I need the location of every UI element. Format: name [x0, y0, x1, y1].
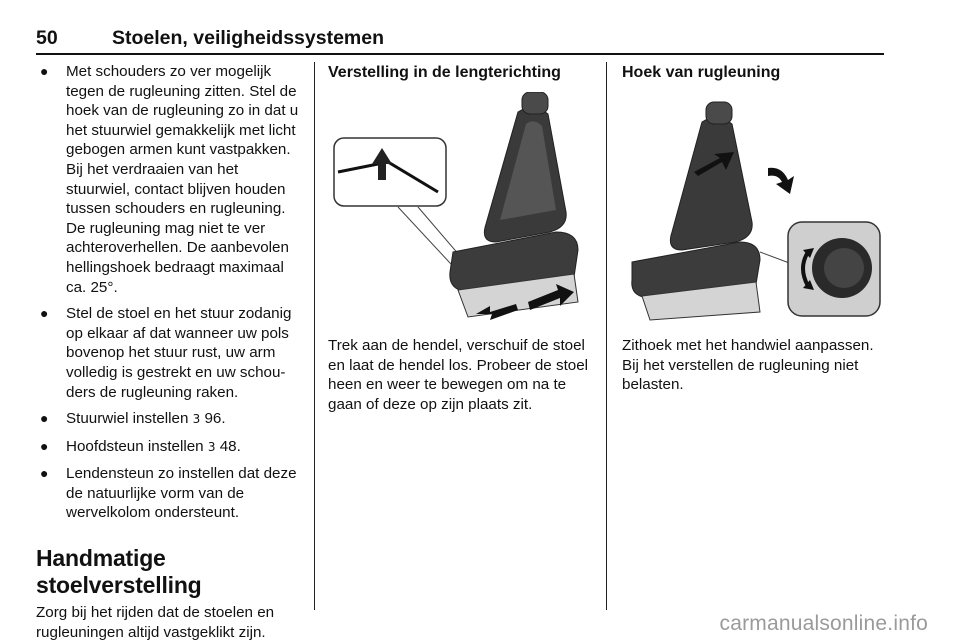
list-item-text: Hoofdsteun instellen — [66, 437, 208, 455]
list-item-text: Stuurwiel instellen — [66, 410, 193, 428]
recline-rotate-icon — [768, 168, 794, 194]
seat-lengthwise-illustration — [328, 92, 598, 322]
list-item-text: Met schouders zo ver mogelijk tegen de rugleuning zitten. Stel de hoek van de rugleuning zo in dat u het stuurwiel gemakkelijk met licht gebogen armen kunt vastpakken. Bij het verdraaien van het stuurwiel, contact blijven houden tussen schouders en rugleuning. De rugleuning mag niet te ver achteroverhellen. De aanbevolen hellingshoek bedraagt maximaal ca. 25°. — [66, 63, 299, 296]
list-item-text: Stel de stoel en het stuur zodanig op elkaar af dat wanneer uw pols bovenop het stuur rust, uw arm volledig is gestrekt en uw schou-ders de rugleuning raken. — [66, 305, 292, 401]
seat-slide-svg — [328, 92, 598, 322]
page-reference-icon[interactable]: 3 — [207, 439, 216, 454]
figure-caption: Zithoek met het handwiel aanpassen. Bij het verstellen de rugleuning niet belasten. — [622, 337, 874, 394]
page-reference-number[interactable]: 96. — [200, 410, 226, 428]
bullet-icon: ● — [40, 465, 49, 482]
column-right — [622, 62, 890, 395]
list-item — [36, 437, 302, 458]
column-left — [36, 62, 302, 642]
running-head-title: Stoelen, veiligheidssystemen — [112, 27, 385, 49]
page-number: 50 — [36, 27, 58, 49]
backrest-svg — [622, 92, 884, 322]
section-body: Zorg bij het rijden dat de stoelen en rugleuningen altijd vastgeklikt zijn. — [36, 604, 275, 641]
bullet-list — [36, 62, 302, 523]
list-item — [36, 304, 302, 402]
column-divider-1 — [314, 62, 315, 610]
page-reference-icon[interactable]: 3 — [192, 412, 201, 427]
list-item — [36, 409, 302, 430]
watermark-link[interactable]: carmanualsonline.info — [719, 612, 928, 635]
header-rule — [36, 53, 884, 55]
column-middle — [328, 62, 596, 414]
bullet-icon: ● — [40, 410, 49, 427]
bullet-icon: ● — [40, 437, 49, 454]
column-divider-2 — [606, 62, 607, 610]
figure-caption: Trek aan de hendel, verschuif de stoel en laat de hendel los. Probeer de stoel heen en weer te bewegen om na te gaan of deze op zijn plaats zit. — [328, 337, 589, 413]
page-reference-number[interactable]: 48. — [215, 437, 241, 455]
section-heading: Handmatige stoelverstelling — [36, 545, 202, 599]
subsection-heading: Hoek van rugleuning — [622, 64, 781, 81]
list-item-text: Lendensteun zo instellen dat deze de natuurlijke vorm van de wervelkolom ondersteunt. — [66, 465, 297, 522]
subsection-heading: Verstelling in de lengterichting — [328, 64, 561, 81]
bullet-icon: ● — [40, 305, 49, 322]
bullet-icon: ● — [40, 63, 49, 79]
list-item — [36, 62, 302, 297]
list-item — [36, 464, 302, 523]
backrest-angle-illustration — [622, 92, 884, 322]
